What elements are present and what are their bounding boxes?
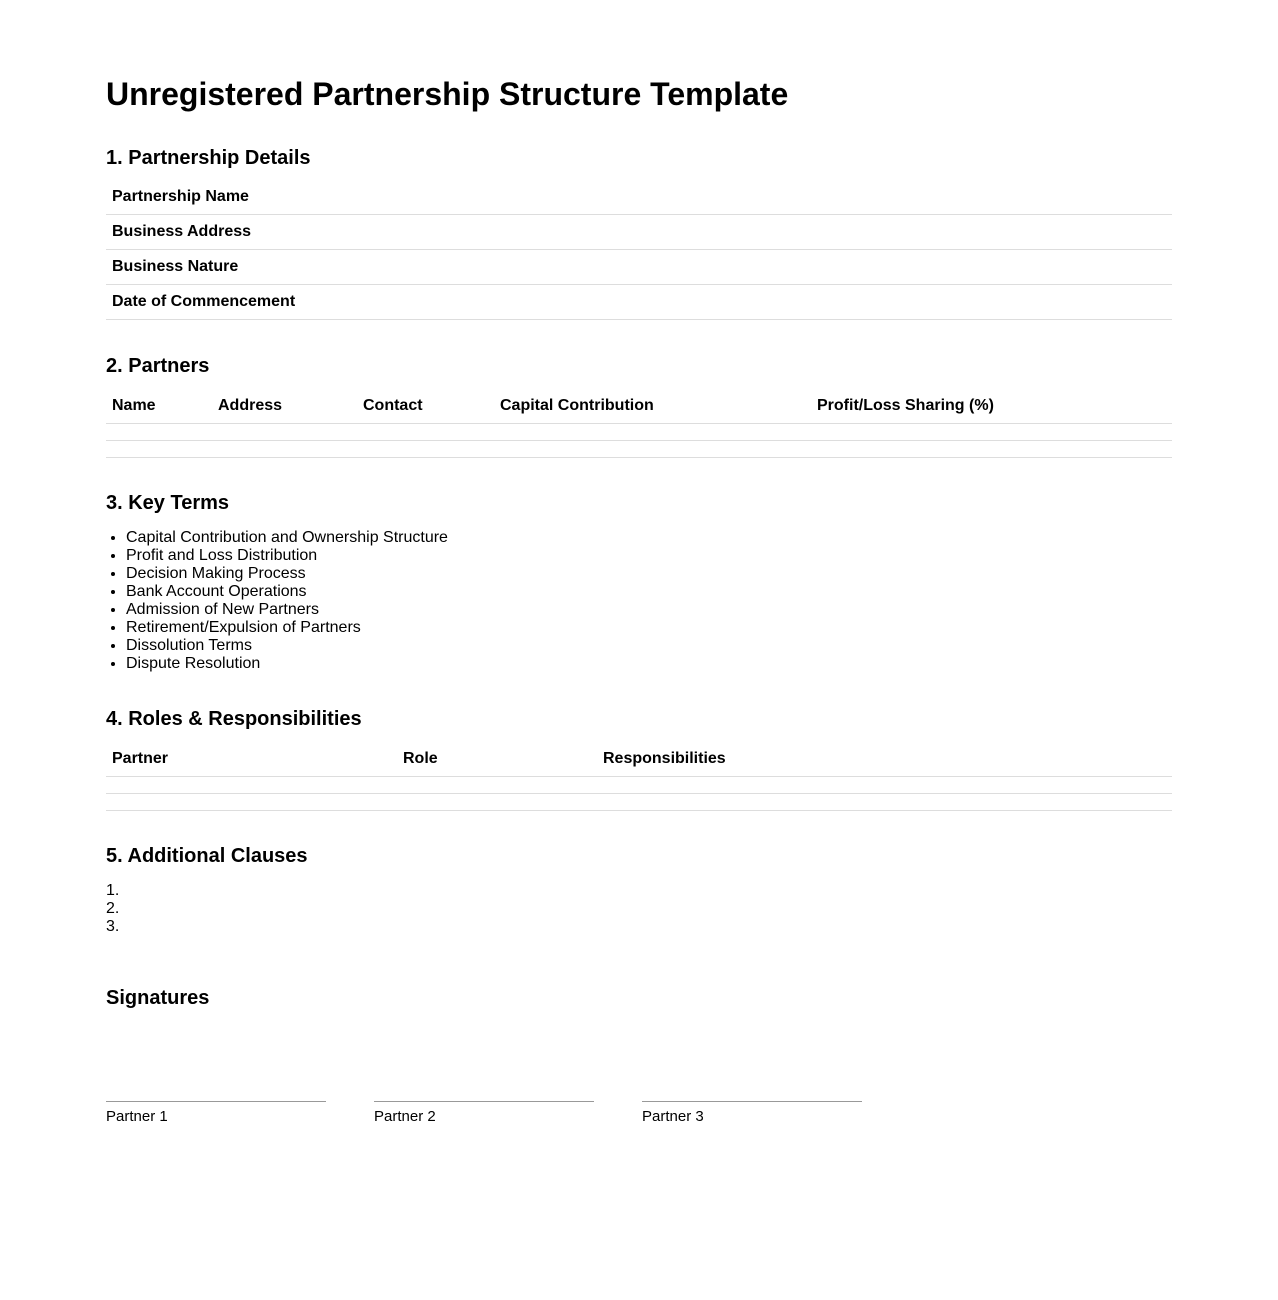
- signature-line-partner-3[interactable]: [642, 1101, 862, 1126]
- field-value-partnership-name[interactable]: [1160, 180, 1172, 215]
- table-cell[interactable]: [811, 424, 1172, 441]
- field-value-date-of-commencement[interactable]: [1160, 285, 1172, 320]
- table-cell[interactable]: [597, 794, 1172, 811]
- section-heading-partnership-details: 1. Partnership Details: [106, 147, 311, 169]
- list-item: • Profit and Loss Distribution: [126, 547, 448, 565]
- table-row: [106, 441, 1172, 458]
- column-header-name: Name: [106, 388, 212, 424]
- field-label-business-nature: Business Nature: [106, 250, 1160, 285]
- list-item[interactable]: 2.: [106, 900, 120, 917]
- table-cell[interactable]: [397, 777, 597, 794]
- section-heading-partners: 2. Partners: [106, 355, 210, 377]
- field-label-partnership-name: Partnership Name: [106, 180, 1160, 215]
- table-row: [106, 794, 1172, 811]
- column-header-contact: Contact: [357, 388, 494, 424]
- column-header-capital-contribution: Capital Contribution: [494, 388, 811, 424]
- list-item: • Decision Making Process: [126, 565, 448, 583]
- column-header-responsibilities: Responsibilities: [597, 741, 1172, 777]
- table-cell[interactable]: [106, 794, 397, 811]
- table-cell[interactable]: [212, 441, 357, 458]
- list-item: • Dissolution Terms: [126, 637, 448, 655]
- table-row: [106, 285, 1172, 320]
- additional-clauses-list: [106, 882, 119, 936]
- table-row: [106, 215, 1172, 250]
- field-label-date-of-commencement: Date of Commencement: [106, 285, 1160, 320]
- list-item[interactable]: 1.: [106, 882, 120, 899]
- table-row: [106, 180, 1172, 215]
- list-item: • Retirement/Expulsion of Partners: [126, 619, 448, 637]
- signature-label: Partner 2: [374, 1108, 436, 1125]
- partnership-details-table: [106, 180, 1172, 320]
- section-heading-signatures: Signatures: [106, 987, 210, 1009]
- table-cell[interactable]: [106, 441, 212, 458]
- table-cell[interactable]: [811, 441, 1172, 458]
- key-terms-list: [106, 529, 448, 673]
- table-row: [106, 777, 1172, 794]
- table-row: [106, 424, 1172, 441]
- field-value-business-nature[interactable]: [1160, 250, 1172, 285]
- list-item[interactable]: 3.: [106, 918, 120, 935]
- signature-label: Partner 3: [642, 1108, 704, 1125]
- column-header-profit-loss-sharing: Profit/Loss Sharing (%): [811, 388, 1172, 424]
- table-header-row: [106, 741, 1172, 777]
- document-title: Unregistered Partnership Structure Template: [106, 76, 789, 112]
- list-item: • Bank Account Operations: [126, 583, 448, 601]
- column-header-role: Role: [397, 741, 597, 777]
- column-header-partner: Partner: [106, 741, 397, 777]
- table-cell[interactable]: [106, 424, 212, 441]
- roles-table: [106, 741, 1172, 811]
- table-header-row: [106, 388, 1172, 424]
- field-label-business-address: Business Address: [106, 215, 1160, 250]
- signature-line-partner-1[interactable]: [106, 1101, 326, 1126]
- section-heading-roles-responsibilities: 4. Roles & Responsibilities: [106, 708, 362, 730]
- table-cell[interactable]: [397, 794, 597, 811]
- table-cell[interactable]: [597, 777, 1172, 794]
- field-value-business-address[interactable]: [1160, 215, 1172, 250]
- section-heading-key-terms: 3. Key Terms: [106, 492, 230, 514]
- table-cell[interactable]: [494, 424, 811, 441]
- partners-table: [106, 388, 1172, 458]
- signature-line-partner-2[interactable]: [374, 1101, 594, 1126]
- table-cell[interactable]: [106, 777, 397, 794]
- table-row: [106, 250, 1172, 285]
- table-cell[interactable]: [357, 424, 494, 441]
- section-heading-additional-clauses: 5. Additional Clauses: [106, 845, 308, 867]
- column-header-address: Address: [212, 388, 357, 424]
- list-item: • Dispute Resolution: [126, 655, 448, 673]
- signature-label: Partner 1: [106, 1108, 168, 1125]
- table-cell[interactable]: [494, 441, 811, 458]
- list-item: • Admission of New Partners: [126, 601, 448, 619]
- list-item: • Capital Contribution and Ownership Structure: [126, 529, 448, 547]
- table-cell[interactable]: [357, 441, 494, 458]
- table-cell[interactable]: [212, 424, 357, 441]
